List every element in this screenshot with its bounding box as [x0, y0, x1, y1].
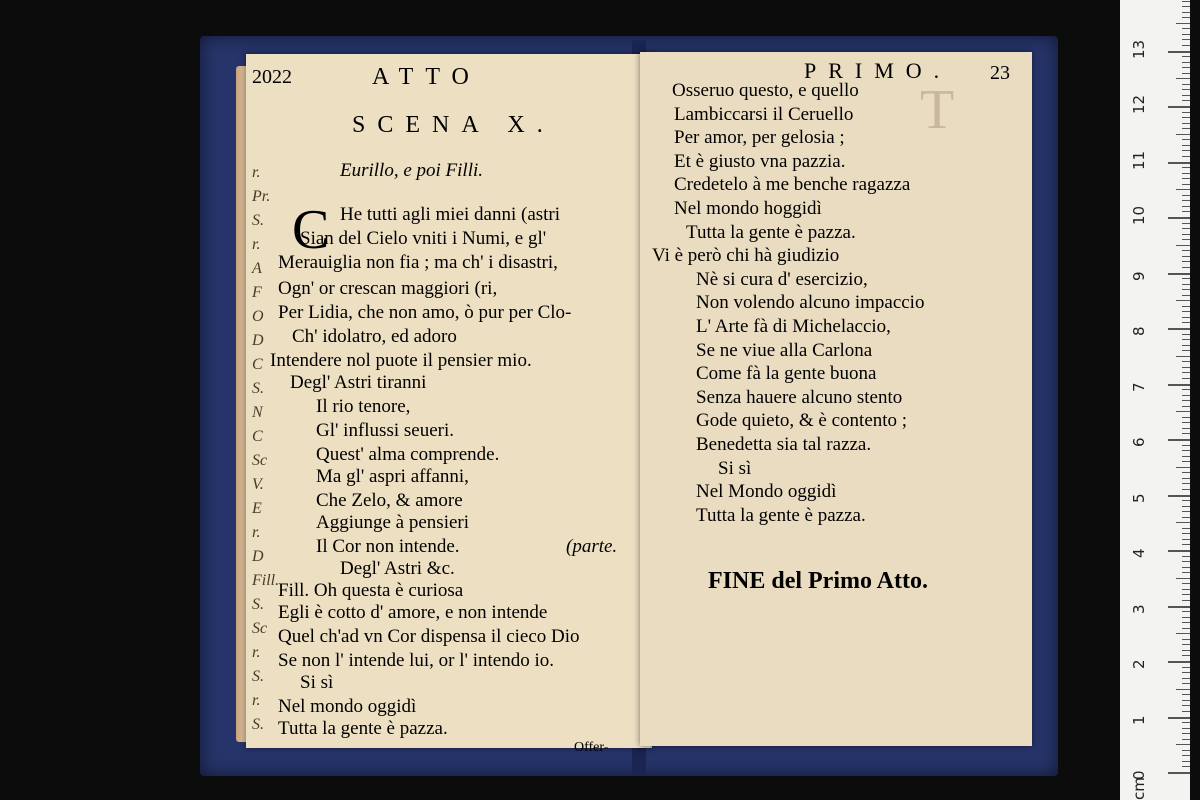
ruler-tick	[1182, 200, 1190, 201]
left-text-line: Si sì	[300, 672, 334, 693]
ruler-tick	[1182, 184, 1190, 185]
ruler-tick	[1168, 162, 1190, 164]
left-text-line: Tutta la gente è pazza.	[278, 718, 448, 739]
ruler-tick	[1182, 267, 1190, 268]
ruler-tick	[1182, 433, 1190, 434]
ruler-label: 0	[1130, 770, 1148, 780]
ruler-tick	[1176, 134, 1190, 135]
ruler-tick	[1182, 406, 1190, 407]
left-text-line: Ch' idolatro, ed adoro	[292, 326, 457, 347]
ruler-tick	[1176, 245, 1190, 246]
left-text-line: Quest' alma comprende.	[316, 444, 500, 465]
ruler-tick	[1182, 311, 1190, 312]
margin-mark: A	[252, 260, 262, 277]
ruler-tick	[1182, 289, 1190, 290]
ruler-tick	[1182, 39, 1190, 40]
ruler-tick	[1182, 150, 1190, 151]
ruler-tick	[1182, 1, 1190, 2]
ruler-tick	[1182, 589, 1190, 590]
margin-mark: D	[252, 332, 264, 349]
ruler-tick	[1182, 694, 1190, 695]
right-text-line: Se ne viue alla Carlona	[696, 339, 873, 361]
ruler-tick	[1182, 628, 1190, 629]
ruler-unit: cm	[1130, 777, 1148, 800]
right-text-line: Si sì	[718, 457, 752, 479]
ruler-tick	[1182, 345, 1190, 346]
margin-mark: S.	[252, 668, 264, 685]
ruler-tick	[1182, 533, 1190, 534]
ruler-tick	[1182, 705, 1190, 706]
right-page-number: 23	[990, 62, 1010, 84]
ruler-tick	[1168, 106, 1190, 108]
ruler-tick	[1182, 223, 1190, 224]
ruler-tick	[1182, 450, 1190, 451]
ruler-tick	[1182, 478, 1190, 479]
margin-mark: r.	[252, 164, 261, 181]
ruler-tick	[1168, 384, 1190, 386]
ruler-tick	[1182, 561, 1190, 562]
right-text-line: Come fà la gente buona	[696, 363, 877, 385]
ruler-tick	[1182, 173, 1190, 174]
ruler-tick	[1182, 511, 1190, 512]
left-text-line: Per Lidia, che non amo, ò pur per Clo-	[278, 302, 572, 323]
right-text-line: Non volendo alcuno impaccio	[696, 292, 925, 314]
left-text-line: Offer-	[574, 740, 609, 755]
ruler-tick	[1182, 500, 1190, 501]
left-text-line: He tutti agli miei danni (astri	[340, 204, 561, 225]
right-text-line: L' Arte fà di Michelaccio,	[696, 316, 891, 337]
ruler-tick	[1182, 583, 1190, 584]
ruler-tick	[1182, 378, 1190, 379]
ruler-tick	[1182, 234, 1190, 235]
ruler-tick	[1182, 334, 1190, 335]
margin-mark: Pr.	[252, 188, 271, 205]
right-text-line: Lambiccarsi il Ceruello	[674, 103, 854, 125]
measurement-ruler	[1120, 0, 1190, 800]
ruler-tick	[1182, 306, 1190, 307]
ruler-tick	[1182, 100, 1190, 101]
ruler-tick	[1182, 17, 1190, 18]
margin-mark: O	[252, 308, 264, 325]
ruler-tick	[1176, 411, 1190, 412]
margin-mark: E	[252, 500, 262, 517]
margin-mark: D	[252, 548, 264, 565]
right-text-line: Nel Mondo oggidì	[696, 481, 837, 503]
ruler-tick	[1182, 728, 1190, 729]
ruler-tick	[1168, 51, 1190, 53]
ruler-tick	[1182, 123, 1190, 124]
ruler-tick	[1182, 428, 1190, 429]
left-running-head: ATTO	[372, 64, 481, 90]
drop-cap: C	[292, 199, 330, 261]
ruler-tick	[1182, 539, 1190, 540]
margin-mark: Fill.	[252, 572, 280, 589]
margin-mark: r.	[252, 692, 261, 709]
scene-heading: SCENA X.	[352, 112, 555, 138]
ruler-tick	[1182, 722, 1190, 723]
right-text-line: Per amor, per gelosia ;	[674, 127, 845, 149]
ruler-tick	[1182, 156, 1190, 157]
ruler-tick	[1182, 12, 1190, 13]
ruler-tick	[1182, 456, 1190, 457]
right-text-line: Tutta la gente è pazza.	[686, 221, 856, 243]
margin-mark: S.	[252, 716, 264, 733]
ruler-tick	[1182, 117, 1190, 118]
ruler-label: 1	[1130, 714, 1148, 725]
ruler-label: 12	[1130, 94, 1148, 114]
ruler-tick	[1182, 600, 1190, 601]
ruler-tick	[1168, 328, 1190, 330]
ruler-tick	[1182, 350, 1190, 351]
left-text-line: Egli è cotto d' amore, e non intende	[278, 602, 548, 623]
ruler-tick	[1182, 261, 1190, 262]
ruler-tick	[1182, 89, 1190, 90]
margin-mark: r.	[252, 236, 261, 253]
ruler-tick	[1182, 517, 1190, 518]
ruler-tick	[1176, 23, 1190, 24]
ruler-tick	[1182, 700, 1190, 701]
ruler-tick	[1168, 550, 1190, 552]
ruler-tick	[1182, 211, 1190, 212]
margin-mark: S.	[252, 212, 264, 229]
ruler-tick	[1182, 250, 1190, 251]
ruler-tick	[1182, 711, 1190, 712]
ruler-tick	[1182, 239, 1190, 240]
ruler-tick	[1168, 273, 1190, 275]
ruler-label: 13	[1130, 39, 1148, 59]
ruler-tick	[1182, 28, 1190, 29]
ruler-tick	[1182, 644, 1190, 645]
ruler-tick	[1182, 34, 1190, 35]
ruler-tick	[1182, 322, 1190, 323]
left-text-line: Merauiglia non fia ; ma ch' i disastri,	[278, 252, 558, 273]
ruler-tick	[1168, 717, 1190, 719]
left-text-line: Sian del Cielo vniti i Numi, e gl'	[300, 228, 547, 249]
left-text-line: Che Zelo, & amore	[316, 490, 463, 511]
ruler-tick	[1182, 73, 1190, 74]
ruler-tick	[1182, 739, 1190, 740]
ruler-label: 10	[1130, 205, 1148, 225]
ruler-tick	[1182, 361, 1190, 362]
ruler-tick	[1182, 678, 1190, 679]
ruler-tick	[1176, 356, 1190, 357]
margin-mark: V.	[252, 476, 264, 493]
left-text-line: Gl' influssi seueri.	[316, 420, 454, 441]
ruler-tick	[1182, 622, 1190, 623]
ruler-tick	[1182, 400, 1190, 401]
left-text-line: (parte.	[566, 536, 618, 557]
right-text-line: Senza hauere alcuno stento	[696, 386, 903, 408]
ruler-tick	[1182, 417, 1190, 418]
ruler-tick	[1182, 655, 1190, 656]
ruler-tick	[1182, 761, 1190, 762]
ruler-tick	[1168, 772, 1190, 774]
ruler-tick	[1176, 189, 1190, 190]
ruler-tick	[1182, 750, 1190, 751]
ruler-tick	[1182, 556, 1190, 557]
ruler-tick	[1182, 445, 1190, 446]
ruler-tick	[1182, 139, 1190, 140]
ruler-tick	[1182, 317, 1190, 318]
right-text-line: Nè si cura d' esercizio,	[696, 268, 868, 290]
end-of-act-title: FINE del Primo Atto.	[708, 568, 928, 594]
right-text-line: Credetelo à me benche ragazza	[674, 174, 911, 196]
left-text-line: Se non l' intende lui, or l' intendo io.	[278, 650, 554, 671]
ruler-label: 4	[1130, 548, 1148, 558]
left-text-line: Nel mondo oggidì	[278, 696, 417, 717]
ruler-tick	[1182, 367, 1190, 368]
ruler-tick	[1182, 206, 1190, 207]
ruler-tick	[1182, 461, 1190, 462]
ruler-tick	[1176, 689, 1190, 690]
ruler-tick	[1182, 489, 1190, 490]
ruler-tick	[1182, 56, 1190, 57]
ruler-tick	[1182, 617, 1190, 618]
ruler-tick	[1182, 67, 1190, 68]
ruler-tick	[1182, 228, 1190, 229]
ruler-tick	[1182, 145, 1190, 146]
left-text-line: Fill. Oh questa è curiosa	[278, 580, 464, 601]
margin-mark: C	[252, 356, 263, 373]
ruler-tick	[1182, 195, 1190, 196]
ruler-label: 11	[1130, 150, 1148, 170]
ruler-tick	[1182, 483, 1190, 484]
left-text-line: Degl' Astri &c.	[340, 558, 455, 579]
margin-mark: Sc	[252, 452, 268, 469]
ruler-tick	[1182, 395, 1190, 396]
ruler-tick	[1182, 256, 1190, 257]
ruler-tick	[1182, 62, 1190, 63]
show-through-letter: T	[920, 79, 955, 141]
ruler-tick	[1176, 467, 1190, 468]
left-text-line: Aggiunge à pensieri	[316, 512, 470, 533]
ruler-tick	[1182, 389, 1190, 390]
right-text-line: Et è giusto vna pazzia.	[674, 150, 846, 172]
ruler-tick	[1182, 284, 1190, 285]
ruler-tick	[1182, 594, 1190, 595]
margin-mark: C	[252, 428, 263, 445]
ruler-tick	[1176, 633, 1190, 634]
right-text-line: Gode quieto, & è contento ;	[696, 410, 908, 432]
ruler-tick	[1182, 567, 1190, 568]
ruler-tick	[1182, 6, 1190, 7]
left-text-line: Il Cor non intende.	[316, 536, 460, 557]
ruler-tick	[1182, 128, 1190, 129]
margin-mark: r.	[252, 644, 261, 661]
ruler-tick	[1168, 661, 1190, 663]
ruler-tick	[1182, 278, 1190, 279]
right-text-line: Osseruo questo, e quello	[672, 80, 859, 101]
ruler-tick	[1182, 683, 1190, 684]
ruler-tick	[1176, 744, 1190, 745]
ruler-tick	[1182, 639, 1190, 640]
ruler-tick	[1168, 495, 1190, 497]
ruler-tick	[1168, 217, 1190, 219]
ruler-tick	[1182, 167, 1190, 168]
ruler-tick	[1168, 439, 1190, 441]
left-text-line: Intendere nol puote il pensier mio.	[270, 350, 532, 371]
ruler-tick	[1182, 112, 1190, 113]
left-text-line: Ogn' or crescan maggiori (ri,	[278, 278, 498, 299]
ruler-tick	[1182, 667, 1190, 668]
left-text-line: Il rio tenore,	[316, 396, 411, 417]
ruler-tick	[1182, 372, 1190, 373]
ruler-tick	[1182, 422, 1190, 423]
ruler-tick	[1182, 755, 1190, 756]
left-text-line: Ma gl' aspri affanni,	[316, 466, 469, 487]
ruler-label: 7	[1130, 381, 1148, 392]
scene-characters: Eurillo, e poi Filli.	[340, 160, 484, 181]
ruler-tick	[1182, 506, 1190, 507]
ruler-tick	[1182, 95, 1190, 96]
ruler-tick	[1182, 45, 1190, 46]
ruler-label: 3	[1130, 603, 1148, 614]
ruler-label: 8	[1130, 326, 1148, 336]
margin-mark: F	[252, 284, 262, 301]
right-text-line: Tutta la gente è pazza.	[696, 504, 866, 526]
ruler-tick	[1176, 522, 1190, 523]
ruler-tick	[1176, 78, 1190, 79]
ruler-tick	[1182, 84, 1190, 85]
right-text-line: Benedetta sia tal razza.	[696, 434, 872, 455]
right-running-head: PRIMO.	[804, 58, 952, 83]
left-page-number: 2022	[252, 66, 292, 88]
margin-mark: Sc	[252, 620, 268, 637]
ruler-tick	[1182, 339, 1190, 340]
ruler-label: 9	[1130, 270, 1148, 281]
ruler-tick	[1182, 766, 1190, 767]
ruler-tick	[1182, 528, 1190, 529]
ruler-label: 5	[1130, 492, 1148, 503]
ruler-tick	[1182, 650, 1190, 651]
left-text-line: Quel ch'ad vn Cor dispensa il cieco Dio	[278, 626, 580, 647]
margin-mark: S.	[252, 596, 264, 613]
margin-mark: S.	[252, 380, 264, 397]
ruler-tick	[1182, 295, 1190, 296]
right-text-line: Vi è però chi hà giudizio	[652, 245, 840, 267]
right-text-line: Nel mondo hoggidì	[674, 198, 822, 219]
ruler-tick	[1182, 544, 1190, 545]
left-text-line: Degl' Astri tiranni	[290, 372, 427, 393]
ruler-tick	[1182, 611, 1190, 612]
ruler-tick	[1182, 733, 1190, 734]
margin-mark: N	[252, 404, 263, 421]
ruler-label: 2	[1130, 659, 1148, 669]
ruler-tick	[1182, 672, 1190, 673]
margin-mark: r.	[252, 524, 261, 541]
ruler-label: 6	[1130, 437, 1148, 447]
ruler-tick	[1168, 606, 1190, 608]
ruler-tick	[1182, 472, 1190, 473]
ruler-tick	[1176, 300, 1190, 301]
ruler-tick	[1182, 572, 1190, 573]
ruler-tick	[1176, 578, 1190, 579]
ruler-tick	[1182, 178, 1190, 179]
